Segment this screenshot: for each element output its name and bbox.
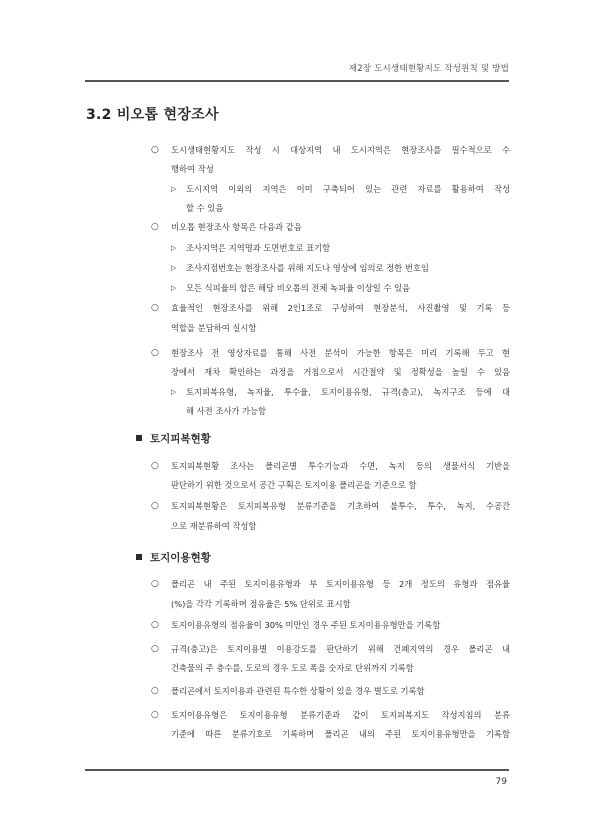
paragraph-line: 행하여 작성 bbox=[171, 164, 214, 174]
paragraph-line: 조사지점번호는 현장조사를 위해 지도나 영상에 임의로 정한 번호임 bbox=[186, 263, 429, 273]
circle-bullet-icon: ○ bbox=[151, 145, 159, 155]
paragraph-line: 판단하기 위한 것으로서 공간 구획은 토지이용 폴리곤을 기준으로 함 bbox=[171, 480, 417, 490]
header-rule bbox=[85, 80, 509, 82]
subsection-heading-land-cover: 토지피복현황 bbox=[150, 433, 211, 445]
paragraph-line: 토지피복유형, 녹지율, 투수율, 토지이용유형, 규격(층고), 녹지구조 등에 대 bbox=[186, 387, 510, 397]
triangle-bullet-icon: ▷ bbox=[171, 244, 177, 252]
running-header: 제2장 도시생태현황지도 작성원칙 및 방법 bbox=[348, 64, 509, 74]
section-title: 3.2 비오톱 현장조사 bbox=[86, 107, 219, 123]
square-bullet-icon bbox=[136, 554, 142, 560]
paragraph-line: 기준에 따른 분류기호로 기록하며 폴리곤 내의 주된 토지이용유형만을 기록함 bbox=[171, 729, 510, 739]
paragraph-line: 폴리곤 내 주된 토지이용유형과 부 토지이용유형 등 2개 정도의 유형과 점유율 bbox=[171, 579, 510, 589]
paragraph-line: 할 수 있음 bbox=[186, 203, 224, 213]
paragraph-line: 해 사전 조사가 가능함 bbox=[186, 406, 267, 416]
paragraph-line: 폴리곤에서 토지이용과 관련된 특수한 상황이 있을 경우 별도로 기록함 bbox=[171, 686, 425, 696]
paragraph-line: 효율적인 현장조사를 위해 2인1조로 구성하여 현장분석, 사진촬영 및 기록 등 bbox=[171, 303, 510, 313]
paragraph-line: 건축물의 주 층수를, 도로의 경우 도로 폭을 숫자로 단위까지 기록함 bbox=[171, 663, 414, 673]
triangle-bullet-icon: ▷ bbox=[171, 284, 177, 292]
paragraph-line: 역할을 분담하여 실시함 bbox=[171, 323, 257, 333]
paragraph-line: 으로 재분류하여 작성함 bbox=[171, 521, 257, 531]
paragraph-line: 모든 식피율의 합은 해당 비오톱의 전체 녹피율 이상일 수 있음 bbox=[186, 283, 411, 293]
footer-rule bbox=[85, 769, 509, 771]
paragraph-line: (%)을 각각 기록하며 점유율은 5% 단위로 표시함 bbox=[171, 599, 351, 609]
circle-bullet-icon: ○ bbox=[151, 686, 159, 696]
circle-bullet-icon: ○ bbox=[151, 644, 159, 654]
circle-bullet-icon: ○ bbox=[151, 461, 159, 471]
paragraph-line: 비오톱 현장조사 항목은 다음과 같음 bbox=[171, 222, 302, 232]
paragraph-line: 현장조사 전 영상자료를 통해 사전 분석이 가능한 항목은 미리 기록해 두고 현 bbox=[171, 348, 510, 358]
paragraph-line: 토지피복현황 조사는 폴리곤별 투수기능과 수면, 녹지 등의 생물서식 기반을 bbox=[171, 461, 510, 471]
circle-bullet-icon: ○ bbox=[151, 348, 159, 358]
circle-bullet-icon: ○ bbox=[151, 303, 159, 313]
paragraph-line: 장에서 재차 확인하는 과정을 거침으로서 시간절약 및 정확성을 높일 수 있음 bbox=[171, 367, 510, 377]
circle-bullet-icon: ○ bbox=[151, 579, 159, 589]
page-number: 79 bbox=[495, 777, 507, 787]
paragraph-line: 토지피복현황은 토지피복유형 분류기준을 기초하여 불투수, 투수, 녹지, 수공간 bbox=[171, 501, 510, 511]
paragraph-line: 도시생태현황지도 작성 시 대상지역 내 도시지역은 현장조사를 필수적으로 수 bbox=[171, 145, 510, 155]
circle-bullet-icon: ○ bbox=[151, 710, 159, 720]
paragraph-line: 토지이용유형의 점유율이 30% 미만인 경우 주된 토지이용유형만을 기록함 bbox=[171, 620, 441, 630]
subsection-heading-land-use: 토지이용현황 bbox=[150, 552, 211, 564]
triangle-bullet-icon: ▷ bbox=[171, 264, 177, 272]
circle-bullet-icon: ○ bbox=[151, 501, 159, 511]
triangle-bullet-icon: ▷ bbox=[171, 388, 177, 396]
paragraph-line: 규격(층고)은 토지이용별 이용강도를 판단하기 위해 건폐지역의 경우 폴리곤 내 bbox=[171, 644, 510, 654]
circle-bullet-icon: ○ bbox=[151, 222, 159, 232]
circle-bullet-icon: ○ bbox=[151, 620, 159, 630]
paragraph-line: 조사지역은 지역명과 도면번호로 표기함 bbox=[186, 243, 331, 253]
square-bullet-icon bbox=[136, 435, 142, 441]
paragraph-line: 토지이용유형은 토지이용유형 분류기준과 같이 토지피복지도 작성지침의 분류 bbox=[171, 710, 510, 720]
triangle-bullet-icon: ▷ bbox=[171, 185, 177, 193]
paragraph-line: 도시지역 이외의 지역은 이미 구축되어 있는 관련 자료를 활용하여 작성 bbox=[186, 184, 510, 194]
